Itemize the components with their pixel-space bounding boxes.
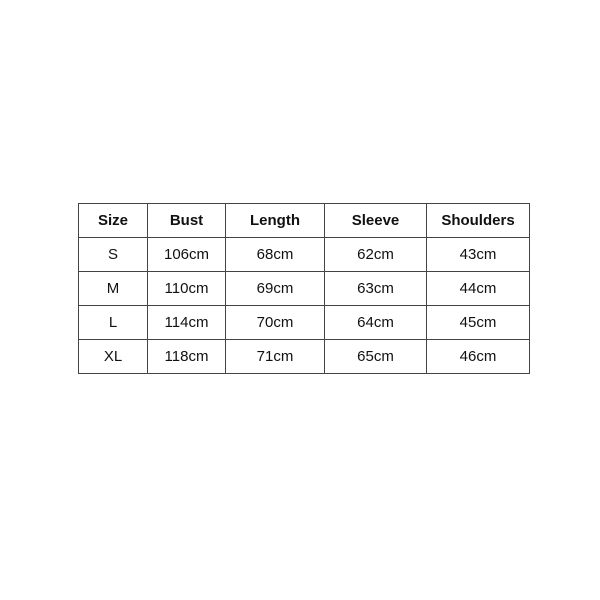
cell-size: S <box>79 238 148 272</box>
cell-length: 71cm <box>226 340 325 374</box>
cell-length: 69cm <box>226 272 325 306</box>
cell-sleeve: 63cm <box>325 272 427 306</box>
header-sleeve: Sleeve <box>325 204 427 238</box>
cell-shoulders: 43cm <box>427 238 530 272</box>
cell-shoulders: 45cm <box>427 306 530 340</box>
cell-sleeve: 64cm <box>325 306 427 340</box>
cell-size: M <box>79 272 148 306</box>
header-size: Size <box>79 204 148 238</box>
header-shoulders: Shoulders <box>427 204 530 238</box>
header-length: Length <box>226 204 325 238</box>
cell-bust: 110cm <box>148 272 226 306</box>
header-bust: Bust <box>148 204 226 238</box>
table-row <box>79 340 530 374</box>
cell-length: 70cm <box>226 306 325 340</box>
cell-length: 68cm <box>226 238 325 272</box>
cell-shoulders: 46cm <box>427 340 530 374</box>
table-row <box>79 238 530 272</box>
cell-bust: 106cm <box>148 238 226 272</box>
cell-sleeve: 62cm <box>325 238 427 272</box>
cell-size: L <box>79 306 148 340</box>
cell-shoulders: 44cm <box>427 272 530 306</box>
cell-bust: 114cm <box>148 306 226 340</box>
cell-size: XL <box>79 340 148 374</box>
cell-sleeve: 65cm <box>325 340 427 374</box>
table-row <box>79 272 530 306</box>
size-chart-table <box>78 203 530 374</box>
table-header-row <box>79 204 530 238</box>
cell-bust: 118cm <box>148 340 226 374</box>
table-row <box>79 306 530 340</box>
